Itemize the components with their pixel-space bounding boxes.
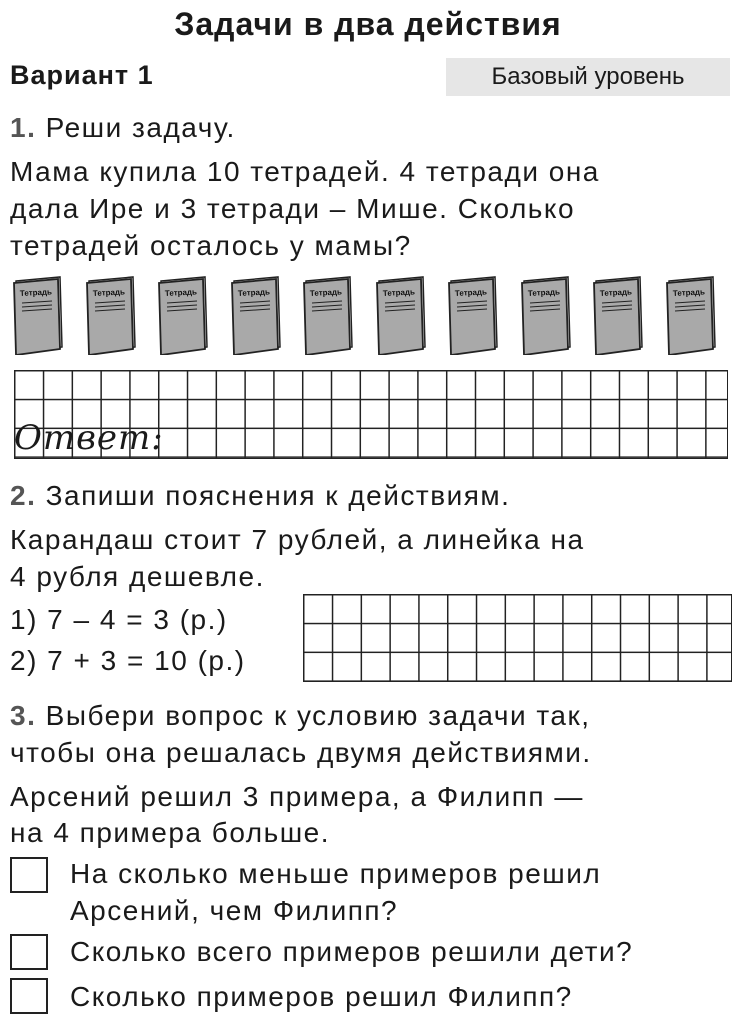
notebook-label: Тетрадь (382, 287, 415, 298)
task3-text-line: на 4 примера больше. (10, 817, 331, 848)
level-badge: Базовый уровень (446, 58, 730, 96)
notebook-icon (373, 275, 427, 355)
option-2-text: Сколько всего примеров решили дети? (70, 936, 634, 967)
notebook-icon (228, 275, 282, 355)
notebook-icon (663, 275, 717, 355)
task2-heading (10, 478, 510, 513)
task2-instruction: Запиши пояснения к действиям. (45, 480, 511, 511)
notebook-label: Тетрадь (237, 287, 270, 298)
notebook-label: Тетрадь (92, 287, 125, 298)
task1-heading (10, 110, 236, 145)
notebook-label: Тетрадь (527, 287, 560, 298)
notebook-icon (83, 275, 137, 355)
notebook-icon (590, 275, 644, 355)
task1-number: 1. (10, 112, 37, 143)
page-title: Задачи в два действия (174, 6, 562, 42)
task2-number: 2. (10, 480, 37, 511)
variant-label: Вариант 1 (10, 60, 154, 90)
notebook-icon (300, 275, 354, 355)
option-2-checkbox[interactable] (10, 934, 48, 970)
notebook-label: Тетрадь (164, 287, 198, 298)
task1-instruction: Реши задачу. (45, 112, 236, 143)
task3-number: 3. (10, 700, 37, 731)
task1-text-line: тетрадей осталось у мамы? (10, 230, 412, 261)
notebook-label: Тетрадь (309, 287, 343, 298)
task3-heading (10, 698, 591, 733)
answer-label: Ответ: (14, 418, 164, 458)
notebook-label: Тетрадь (599, 287, 633, 298)
notebook-label: Тетрадь (19, 287, 53, 298)
option-1-checkbox[interactable] (10, 857, 48, 893)
notebook-icon (518, 275, 572, 355)
task2-action-2: 2) 7 + 3 = 10 (р.) (10, 645, 246, 676)
option-1-text: На сколько меньше примеров решил (70, 858, 602, 889)
task3-text-line: Арсений решил 3 примера, а Филипп — (10, 781, 584, 812)
notebook-label: Тетрадь (672, 287, 705, 298)
notebook-icon (10, 275, 64, 355)
notebook-icon (445, 275, 499, 355)
notebook-label: Тетрадь (454, 287, 488, 298)
task2-text-line: 4 рубля дешевле. (10, 561, 265, 592)
option-1-text: Арсений, чем Филипп? (70, 895, 399, 926)
task3-instruction: Выбери вопрос к условию задачи так, (45, 700, 591, 731)
task2-answer-grid[interactable] (303, 594, 732, 682)
task1-text-line: Мама купила 10 тетрадей. 4 тетради она (10, 156, 600, 187)
task2-action-1: 1) 7 – 4 = 3 (р.) (10, 604, 228, 635)
option-3-text: Сколько примеров решил Филипп? (70, 981, 573, 1012)
option-3-checkbox[interactable] (10, 978, 48, 1014)
notebook-icon (155, 275, 209, 355)
task2-text-line: Карандаш стоит 7 рублей, а линейка на (10, 524, 585, 555)
task3-instruction-line: чтобы она решалась двумя действиями. (10, 737, 592, 768)
task1-text-line: дала Ире и 3 тетради – Мише. Сколько (10, 193, 576, 224)
